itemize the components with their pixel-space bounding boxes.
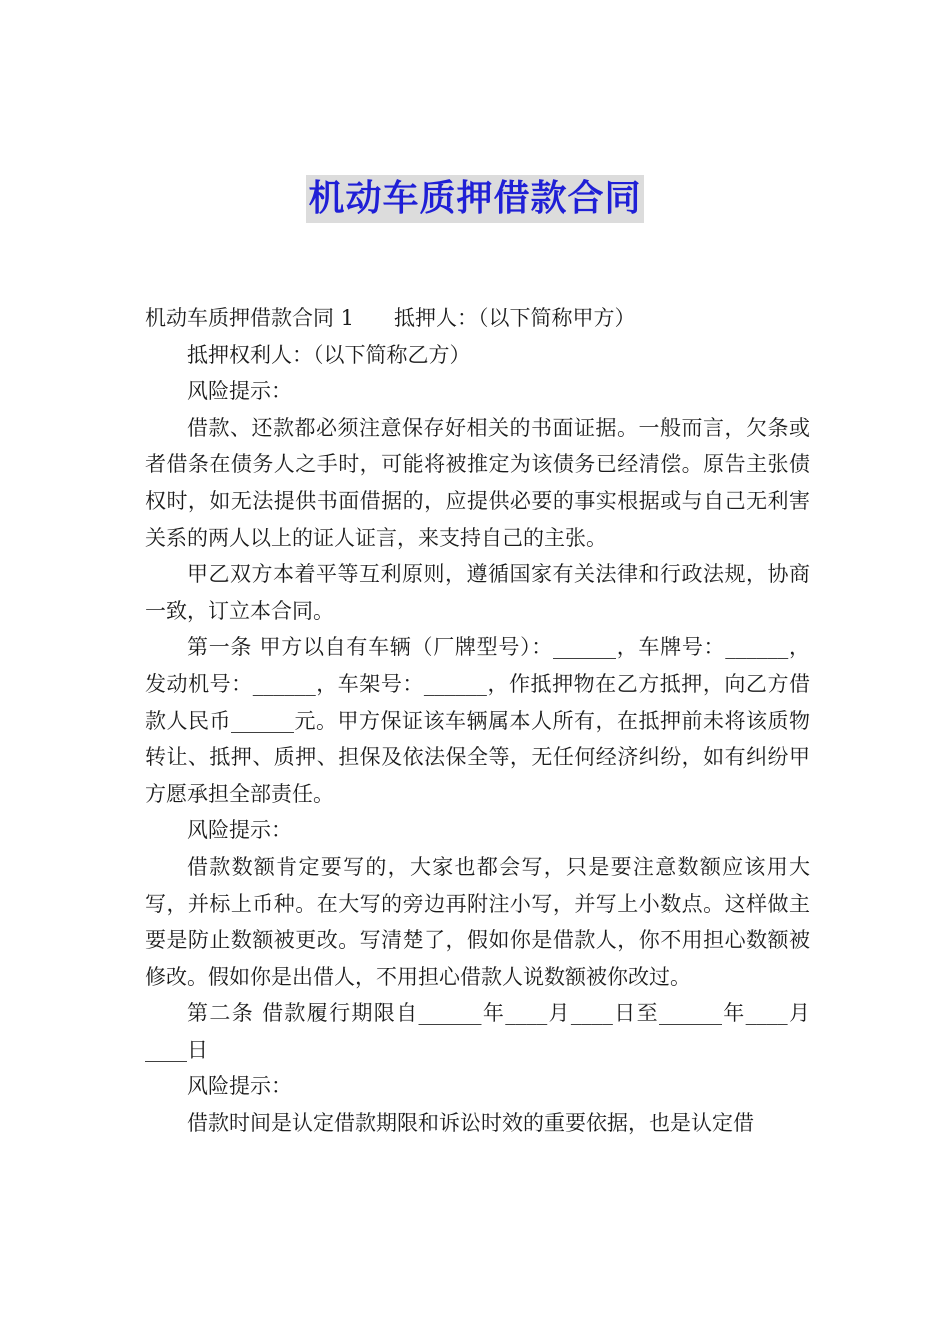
paragraph-article-1: 第一条 甲方以自有车辆（厂牌型号）：______，车牌号：______，发动机号：______，车架号：______，作抵押物在乙方抵押，向乙方借款人民币______元。甲方保证该车辆属本人所有，在抵押前未将该质物转让、抵押、质押、担保及依法保全等，无任何经济纠纷，如有纠纷甲方愿承担全部责任。 (145, 635, 810, 806)
document-title: 机动车质押借款合同 (306, 175, 643, 223)
contract-heading: 机动车质押借款合同 1 (145, 306, 355, 330)
paragraph-risk-text: 借款数额肯定要写的，大家也都会写，只是要注意数额应该用大写，并标上币种。在大写的旁边再附注小写，并写上小数点。这样做主要是防止数额被更改。写清楚了，假如你是借款人，你不用担心数额被修改。假如你是出借人，不用担心借款人说数额被你改过。 (145, 854, 810, 989)
title-container (0, 175, 950, 223)
document-body (145, 300, 810, 1142)
paragraph-risk-heading: 风险提示： (187, 818, 292, 843)
paragraph-risk-text: 借款、还款都必须注意保存好相关的书面证据。一般而言，欠条或者借条在债务人之手时，可能将被推定为该债务已经清偿。原告主张债权时，如无法提供书面借据的，应提供必要的事实根据或与自己无利害关系的两人以上的证人证言，来支持自己的主张。 (145, 415, 810, 550)
paragraph-risk-heading: 风险提示： (187, 1074, 292, 1099)
pledgor-line: 抵押人：（以下简称甲方） (394, 306, 636, 330)
paragraph-risk-heading: 风险提示： (187, 379, 292, 404)
paragraph-risk-text: 借款时间是认定借款期限和诉讼时效的重要依据，也是认定借 (187, 1111, 754, 1136)
paragraph-article-2: 第二条 借款履行期限自______年____月____日至______年____月____日 (145, 1001, 810, 1062)
intro-line (145, 300, 810, 337)
paragraph-agreement: 甲乙双方本着平等互利原则，遵循国家有关法律和行政法规，协商一致，订立本合同。 (145, 562, 810, 623)
paragraph-pledgee: 抵押权利人：（以下简称乙方） (187, 342, 471, 367)
